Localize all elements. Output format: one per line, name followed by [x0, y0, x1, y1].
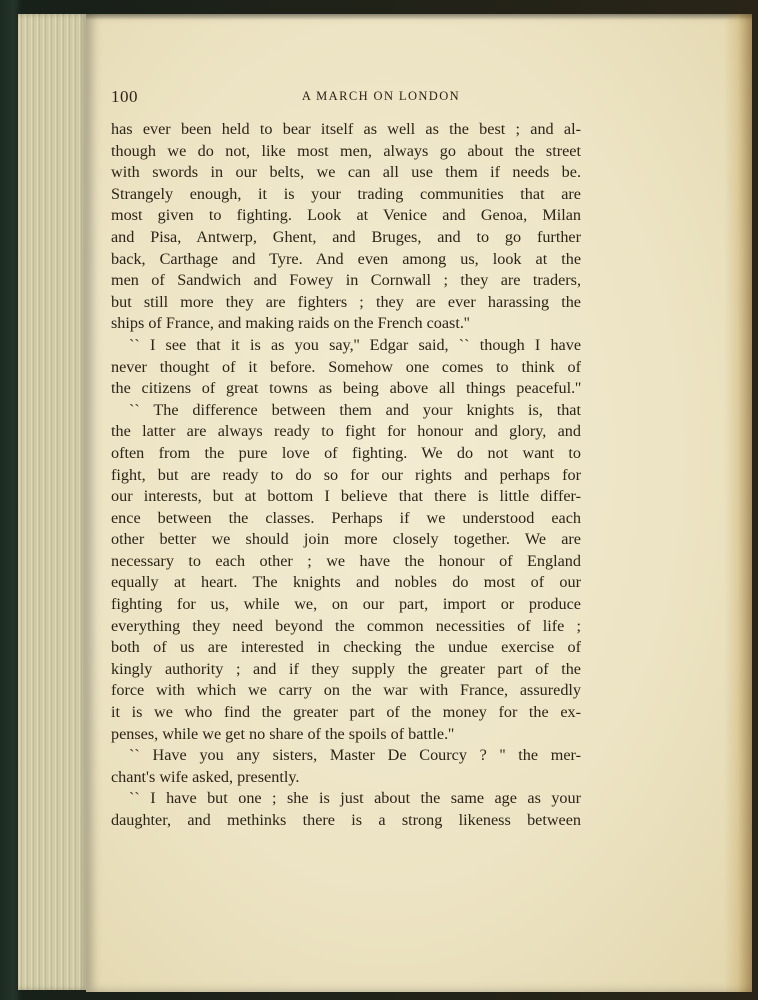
text-line: it is we who find the greater part of the money for the ex-	[111, 703, 581, 722]
running-title: A MARCH ON LONDON	[301, 89, 461, 103]
text-line: `` I see that it is as you say,'' Edgar said, `` though I have	[129, 335, 581, 354]
text-line: force with which we carry on the war with France, assuredly	[111, 681, 581, 700]
text-line: our interests, but at bottom I believe that there is little differ-	[111, 487, 581, 506]
text-line: the latter are always ready to fight for honour and glory, and	[111, 422, 581, 441]
page-top-shadow	[86, 14, 752, 20]
text-line: penses, while we get no share of the spoils of battle.''	[111, 724, 454, 743]
text-line: Strangely enough, it is your trading communities that are	[111, 184, 581, 203]
page-header	[111, 87, 581, 109]
page-gutter-shadow	[724, 14, 752, 992]
text-line: though we do not, like most men, always go about the street	[111, 141, 581, 160]
text-line: `` The difference between them and your knights is, that	[129, 400, 581, 419]
text-line: everything they need beyond the common necessities of life ;	[111, 616, 581, 635]
text-line: kingly authority ; and if they supply the greater part of the	[111, 659, 581, 678]
text-line: other better we should join more closely together. We are	[111, 530, 581, 549]
text-line: chant's wife asked, presently.	[111, 767, 300, 786]
text-line: often from the pure love of fighting. We do not want to	[111, 443, 581, 462]
text-line: fighting for us, while we, on our part, import or produce	[111, 595, 581, 614]
text-line: daughter, and methinks there is a strong likeness between	[111, 811, 581, 829]
text-line: men of Sandwich and Fowey in Cornwall ; they are traders,	[111, 271, 581, 290]
text-line: fight, but are ready to do so for our rights and perhaps for	[111, 465, 581, 484]
body-text	[111, 119, 581, 832]
text-line: equally at heart. The knights and nobles do most of our	[111, 573, 581, 592]
text-line: has ever been held to bear itself as well as the best ; and al-	[111, 120, 581, 138]
text-line: never thought of it before. Somehow one comes to think of	[111, 357, 581, 376]
page-number: 100	[111, 87, 138, 106]
text-line: `` Have you any sisters, Master De Courcy ? '' the mer-	[129, 746, 581, 765]
text-line: back, Carthage and Tyre. And even among us, look at the	[111, 249, 581, 268]
text-line: with swords in our belts, we can all use them if needs be.	[111, 163, 581, 182]
text-line: necessary to each other ; we have the honour of England	[111, 551, 581, 570]
text-line: most given to fighting. Look at Venice and Genoa, Milan	[111, 206, 581, 225]
text-line: but still more they are fighters ; they are ever harassing the	[111, 292, 581, 311]
text-line: both of us are interested in checking the undue exercise of	[111, 638, 581, 657]
text-line: `` I have but one ; she is just about the same age as your	[129, 789, 581, 808]
text-line: the citizens of great towns as being above all things peaceful.''	[111, 379, 581, 398]
text-line: ence between the classes. Perhaps if we understood each	[111, 508, 581, 527]
text-line: ships of France, and making raids on the French coast.''	[111, 314, 470, 333]
text-line: and Pisa, Antwerp, Ghent, and Bruges, and to go further	[111, 227, 581, 246]
page-edges	[18, 14, 88, 990]
